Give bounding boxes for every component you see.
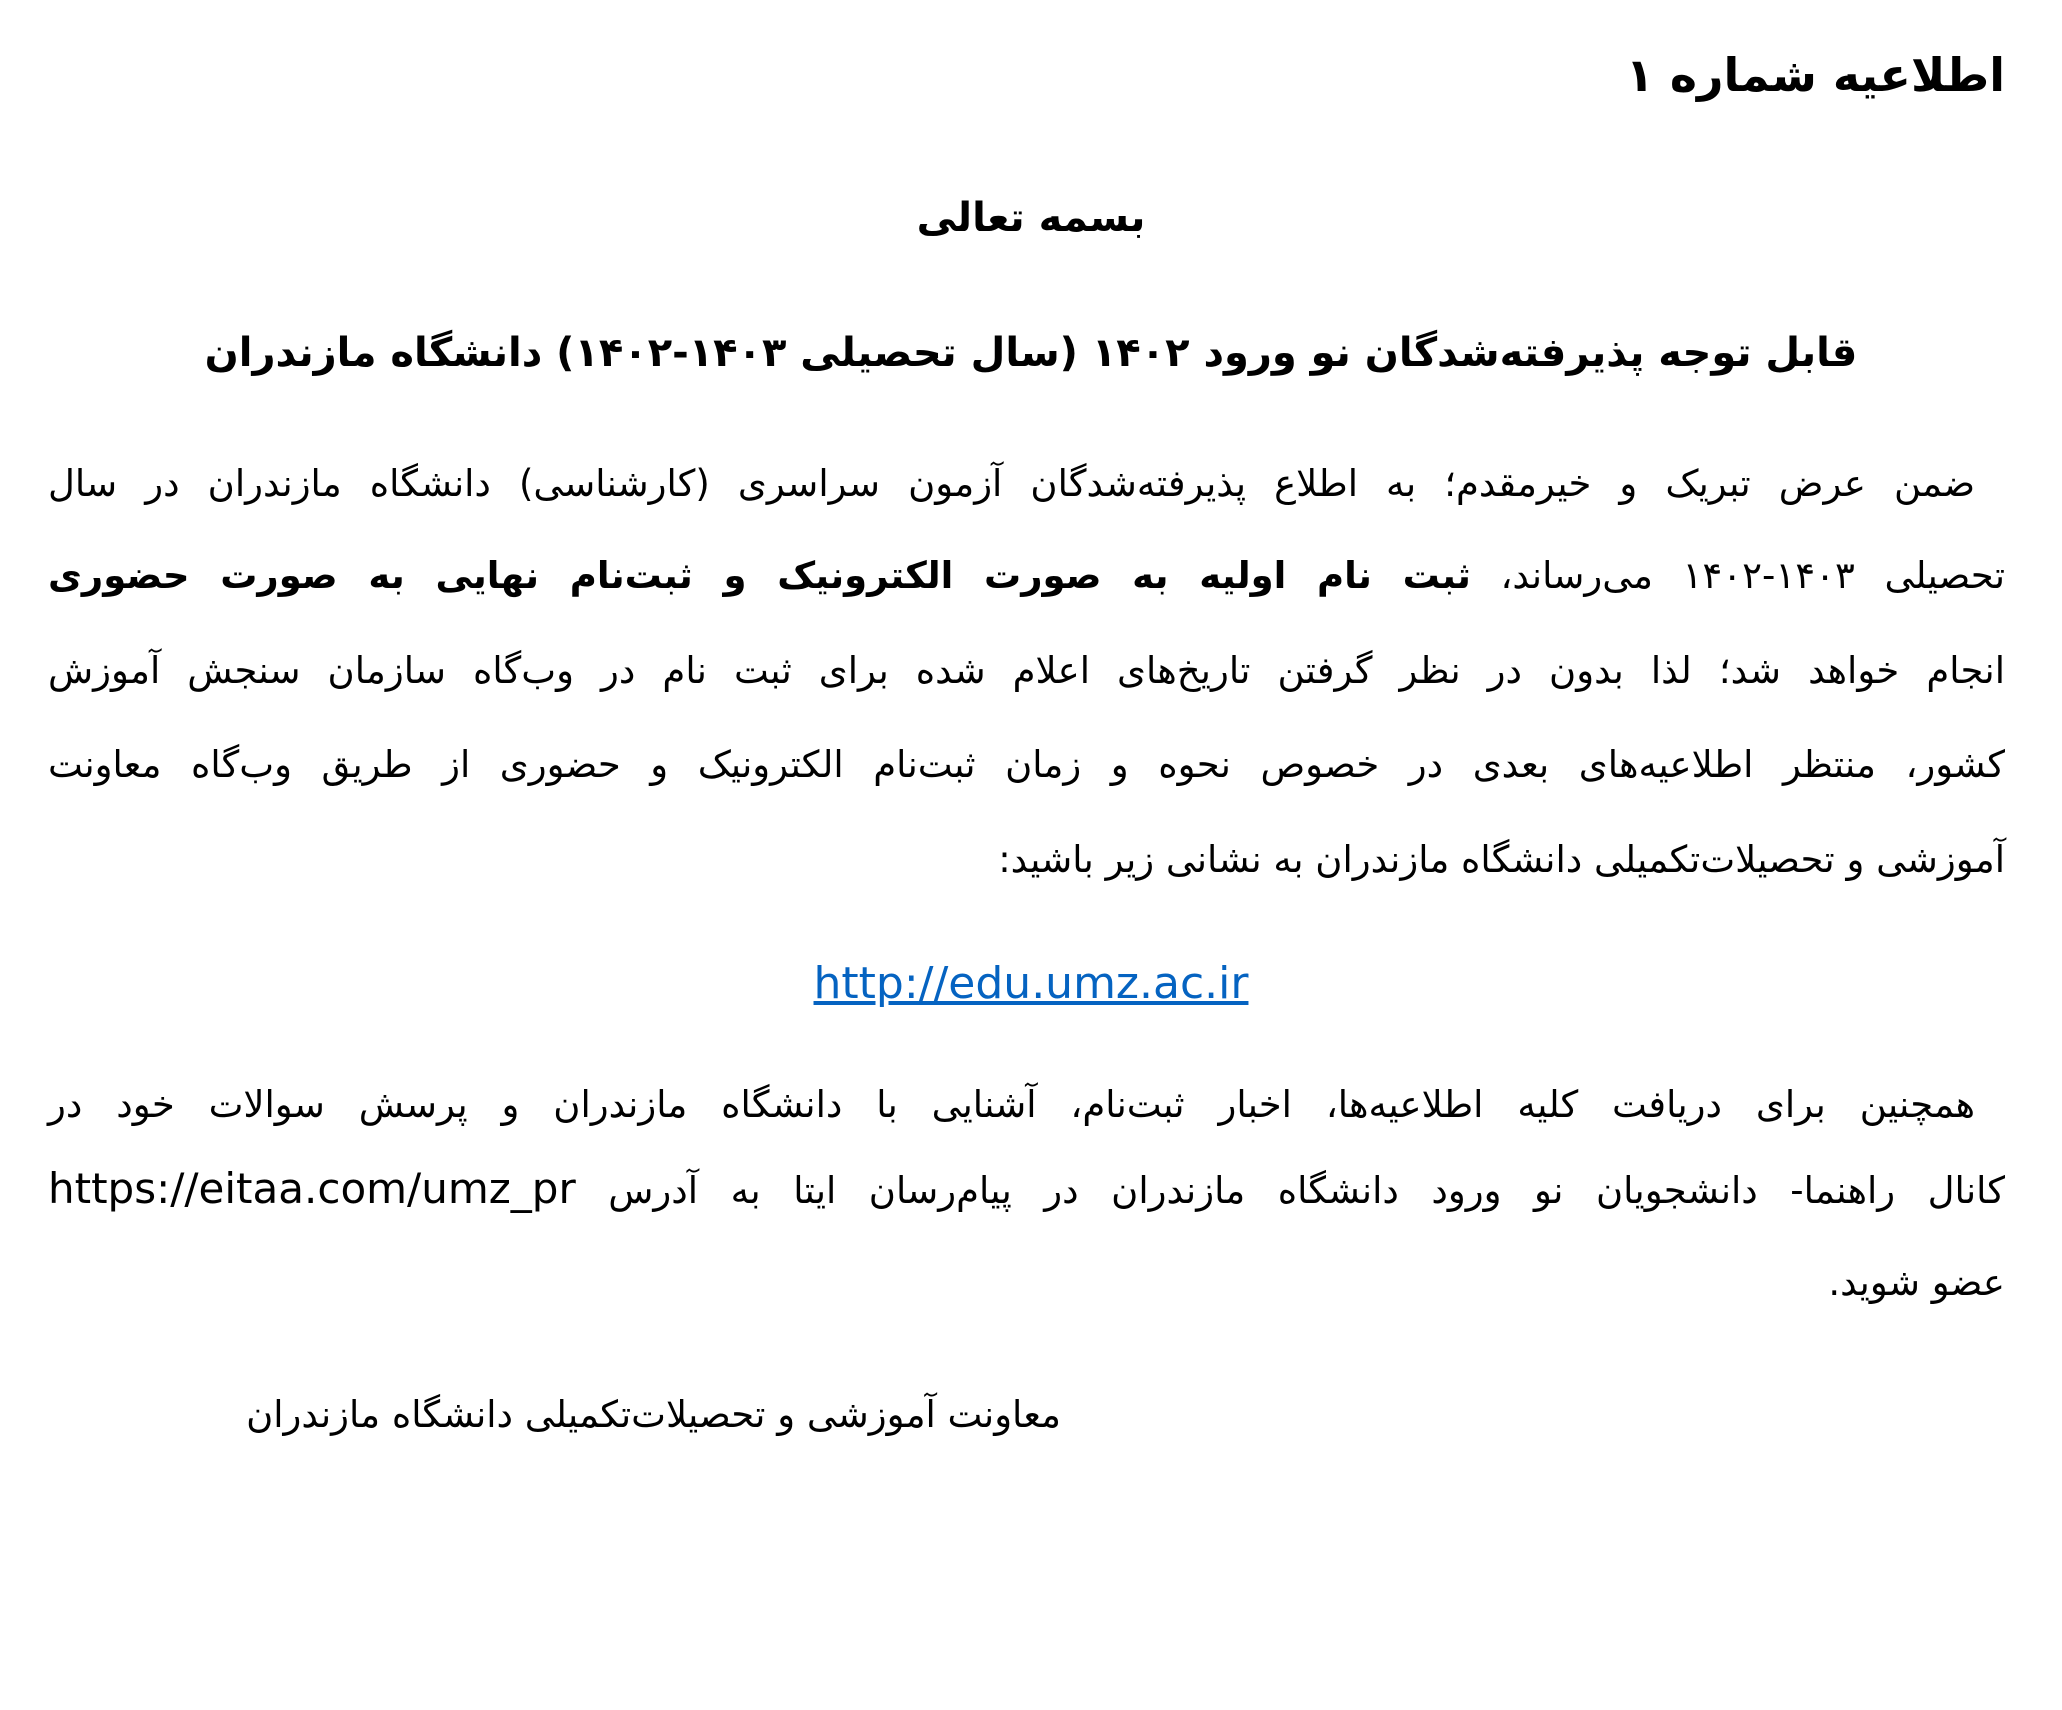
- bismillah: بسمه تعالی: [916, 195, 1146, 241]
- paragraph-line: آموزشی و تحصیلات‌تکمیلی دانشگاه مازندران به نشانی زیر باشید:: [998, 838, 2005, 881]
- paragraph-line: کشور، منتظر اطلاعیه‌های بعدی در خصوص نحوه و زمان ثبت‌نام الکترونیک و حضوری از طریق وب‌گاه معاونت: [48, 743, 2005, 786]
- registration-emphasis: ثبت نام اولیه به صورت الکترونیک و ثبت‌نام نهایی به صورت حضوری: [48, 554, 1471, 597]
- paragraph-line: عضو شوید.: [1828, 1261, 2005, 1304]
- paragraph-line: [48, 1164, 2006, 1213]
- signature: معاونت آموزشی و تحصیلات‌تکمیلی دانشگاه مازندران: [246, 1393, 1061, 1436]
- paragraph-line: ضمن عرض تبریک و خیرمقدم؛ به اطلاع پذیرفته‌شدگان آزمون سراسری (کارشناسی) دانشگاه مازندران در سال: [48, 462, 1975, 505]
- edu-link[interactable]: http://edu.umz.ac.ir: [813, 958, 1249, 1009]
- paragraph-line: همچنین برای دریافت کلیه اطلاعیه‌ها، اخبار ثبت‌نام، آشنایی با دانشگاه مازندران و پرسش سوالات خود در: [48, 1083, 1975, 1126]
- heading: قابل توجه پذیرفته‌شدگان نو ورود ۱۴۰۲ (سال تحصیلی ۱۴۰۳-۱۴۰۲) دانشگاه مازندران: [204, 330, 1858, 376]
- paragraph-text: تحصیلی ۱۴۰۳-۱۴۰۲ می‌رساند،: [1470, 554, 2005, 597]
- eitaa-channel-url[interactable]: https://eitaa.com/umz_pr: [48, 1164, 576, 1213]
- paragraph-line: انجام خواهد شد؛ لذا بدون در نظر گرفتن تاریخ‌های اعلام شده برای ثبت نام در وب‌گاه سازمان سنجش آموزش: [48, 649, 2005, 692]
- announcement-title: اطلاعیه شماره ۱: [1625, 48, 2005, 102]
- edu-link-line: [0, 958, 2062, 1009]
- paragraph-line: [48, 554, 2005, 597]
- paragraph-text: کانال راهنما- دانشجویان نو ورود دانشگاه مازندران در پیام‌رسان ایتا به آدرس: [608, 1169, 2006, 1212]
